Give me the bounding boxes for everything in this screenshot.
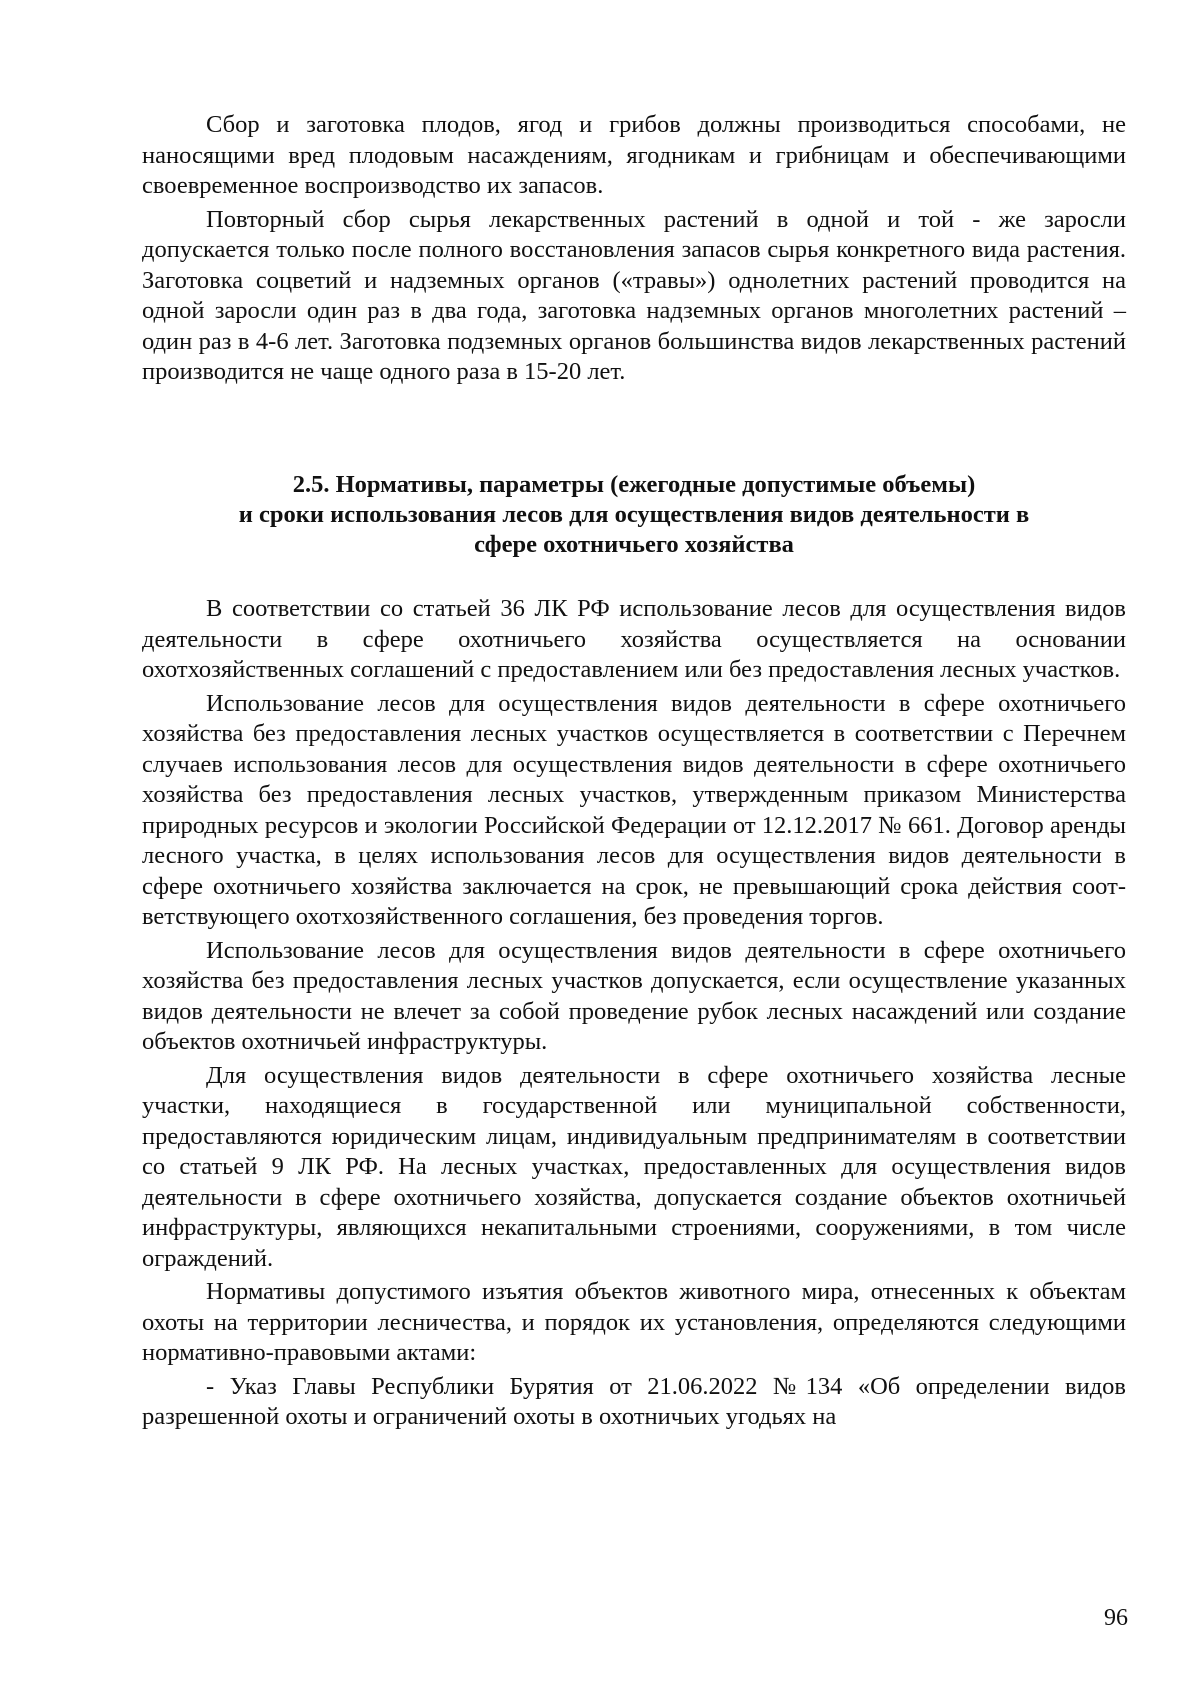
paragraph: Использование лесов для осуществления видов деятельности в сфере охотничьего хозяйства без предоставления лесных участков осуществляется в соответствии с Перечнем случаев использования лесов для осуществления видов деятельности в сфере охотничьего хозяйства без предоставления лесных участков, утвержденным приказом Министерства природных ресурсов и экологии Российской Федерации от 12.12.2017 № 661. Договор аренды лесного участка, в целях использования лесов для осуществления видов деятельности в сфере охотничьего хозяйства заключается на срок, не превышающий срока действия соответствующего охотхозяйственного соглашения, без проведения торгов. (142, 689, 1126, 930)
intro-text-block (142, 110, 1126, 391)
paragraph: - Указ Главы Республики Бурятия от 21.06.2022 №134 «Об определении видов разрешенной охоты и ограничений охоты в охотничьих угодьях на (142, 1372, 1126, 1430)
paragraph: Использование лесов для осуществления видов деятельности в сфере охотничьего хозяйства без предоставления лесных участков допускается, если осуществление указанных видов деятельности не влечет за собой проведение рубок лесных насаждений или создание объектов охотничьей инфраструктуры. (142, 936, 1126, 1055)
paragraph: Сбор и заготовка плодов, ягод и грибов должны производиться способами, не наносящими вред плодовым насаждениям, ягодникам и грибницам и обеспечивающими своевременное воспроизводство их запасов. (142, 111, 1126, 199)
paragraph: В соответствии со статьей 36 ЛК РФ использование лесов для осуществления видов деятельности в сфере охотничьего хозяйства осуществляется на основании охотхозяйственных соглашений с предоставлением или без предоставления лесных участков. (142, 595, 1126, 683)
section-heading-line: 2.5. Нормативы, параметры (ежегодные допустимые объемы) (292, 471, 976, 498)
section-heading-line: сфере охотничьего хозяйства (474, 531, 794, 558)
paragraph: Повторный сбор сырья лекарственных растений в одной и той - же заросли допускается только после полного восстановления запасов сырья конкретного вида растения. Заготовка соцветий и надземных органов («травы») однолетних растений проводится на одной заросли один раз в два года, заготовка надземных органов многолетних растений – один раз в 4-6 лет. Заготовка подземных органов большинства видов лекарственных растений производится не чаще одного раза в 15-20 лет. (142, 205, 1126, 385)
page-number: 96 (1104, 1605, 1128, 1631)
section-heading (142, 470, 1126, 560)
paragraph: Для осуществления видов деятельности в сфере охотничьего хозяйства лесные участки, находящиеся в государственной или муниципальной собственности, предоставляются юридическим лицам, индивидуальным предпринимателям в соответствии со статьей 9 ЛК РФ. На лесных участках, предоставленных для осуществления видов деятельности в сфере охотничьего хозяйства, допускается создание объектов охотничьей инфраструктуры, являющихся некапитальными строениями, сооружениями, в том числе ограждений. (142, 1061, 1126, 1272)
section-body-text (142, 594, 1126, 1436)
section-heading-line: и сроки использования лесов для осуществления видов деятельности в (238, 501, 1030, 528)
paragraph: Нормативы допустимого изъятия объектов животного мира, отнесенных к объектам охоты на территории лесничества, и порядок их установления, определяются следующими нормативно-правовыми актами: (142, 1278, 1126, 1366)
